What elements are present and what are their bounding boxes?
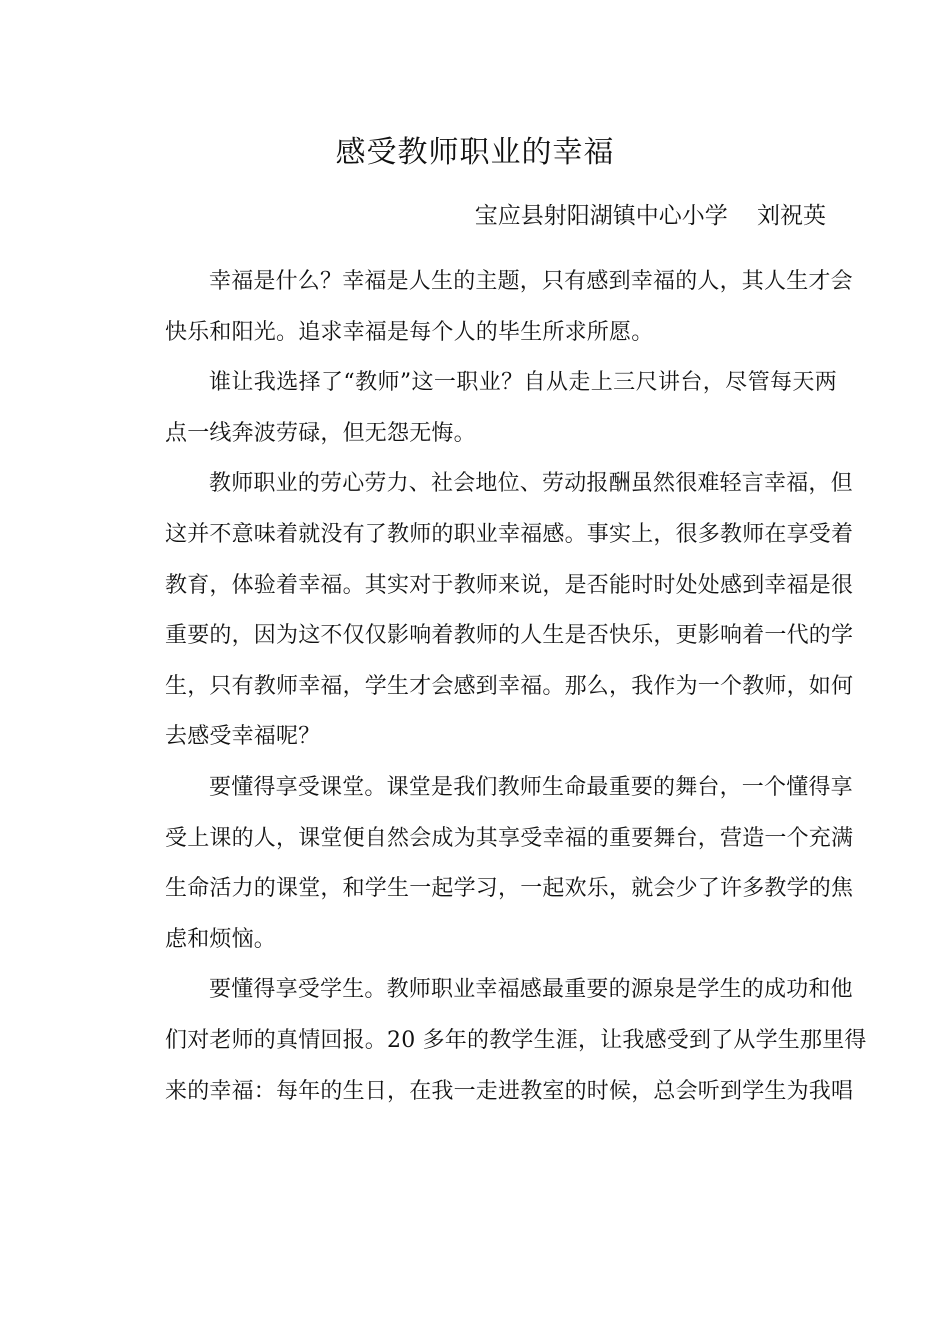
text-line: 要懂得享受学生。教师职业幸福感最重要的源泉是学生的成功和他 (209, 977, 853, 1003)
text-line: 要懂得享受课堂。课堂是我们教师生命最重要的舞台，一个懂得享 (209, 774, 853, 800)
text-line: 重要的，因为这不仅仅影响着教师的人生是否快乐，更影响着一代的学 (165, 623, 854, 649)
text-line: 教育，体验着幸福。其实对于教师来说，是否能时时处处感到幸福是很 (165, 572, 854, 598)
author-byline: 宝应县射阳湖镇中心小学 刘祝英 (474, 203, 826, 229)
text-line: 虑和烦恼。 (165, 926, 277, 952)
text-line: 谁让我选择了“教师”这一职业？自从走上三尺讲台，尽管每天两 (209, 370, 837, 396)
paragraph-1 (165, 257, 853, 358)
text-line: 点一线奔波劳碌，但无怨无悔。 (165, 420, 476, 446)
paragraph-5 (165, 965, 867, 1117)
paragraph-4 (165, 763, 854, 965)
text-line: 们对老师的真情回报。20 多年的教学生涯，让我感受到了从学生那里得 (165, 1027, 867, 1053)
paragraph-2 (165, 358, 837, 459)
text-line: 生，只有教师幸福，学生才会感到幸福。那么，我作为一个教师，如何 (165, 673, 854, 699)
document-title: 感受教师职业的幸福 (335, 135, 615, 170)
text-line: 这并不意味着就没有了教师的职业幸福感。事实上，很多教师在享受着 (165, 521, 854, 547)
paragraph-3 (165, 459, 854, 763)
text-line: 教师职业的劳心劳力、社会地位、劳动报酬虽然很难轻言幸福，但 (209, 471, 853, 497)
text-line: 生命活力的课堂，和学生一起学习，一起欢乐，就会少了许多教学的焦 (165, 876, 854, 902)
text-line: 受上课的人，课堂便自然会成为其享受幸福的重要舞台，营造一个充满 (165, 825, 854, 851)
document-body (165, 257, 867, 1117)
text-line: 去感受幸福呢？ (165, 724, 321, 750)
text-line: 幸福是什么？幸福是人生的主题，只有感到幸福的人，其人生才会 (209, 269, 853, 294)
text-line: 快乐和阳光。追求幸福是每个人的毕生所求所愿。 (165, 319, 654, 345)
text-line: 来的幸福：每年的生日，在我一走进教室的时候，总会听到学生为我唱 (165, 1078, 854, 1104)
